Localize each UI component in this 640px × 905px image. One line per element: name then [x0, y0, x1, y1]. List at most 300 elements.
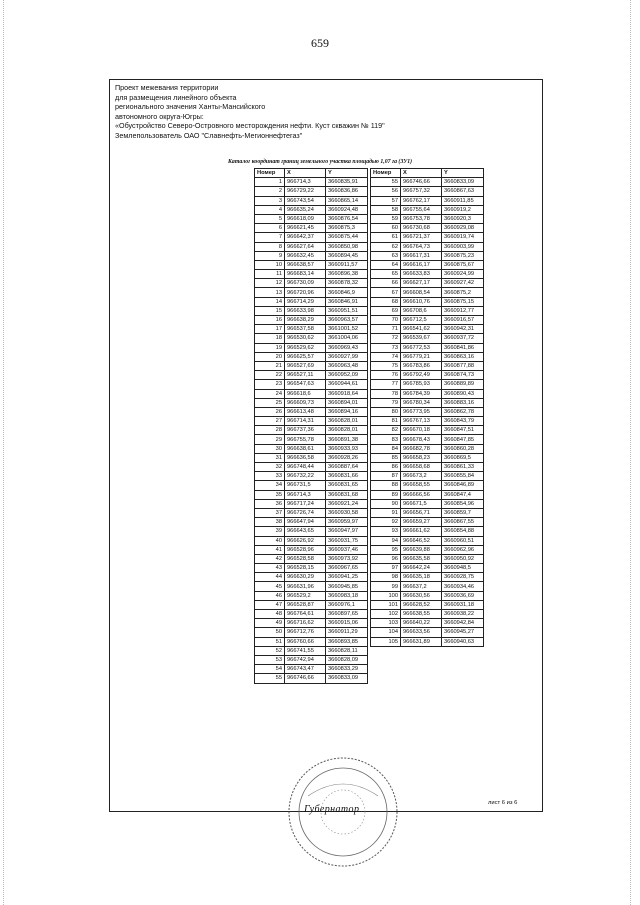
table-row: [255, 417, 368, 426]
table-row: [371, 389, 484, 398]
cell-x: 966743,54: [285, 196, 326, 205]
cell-y: 3660959,97: [326, 518, 368, 527]
cell-number: 36: [255, 499, 285, 508]
right-scan-edge: [630, 0, 631, 905]
cell-y: 3660831,65: [326, 481, 368, 490]
table-row: [255, 453, 368, 462]
cell-x: 966764,73: [401, 242, 442, 251]
table-row: [255, 316, 368, 325]
cell-x: 966530,62: [285, 334, 326, 343]
cell-x: 966638,57: [285, 260, 326, 269]
cell-number: 4: [255, 205, 285, 214]
cell-x: 966714,29: [285, 297, 326, 306]
cell-x: 966670,18: [401, 426, 442, 435]
page-number: 659: [311, 36, 329, 50]
cell-x: 966537,58: [285, 325, 326, 334]
cell-x: 966642,24: [401, 564, 442, 573]
table-row: [371, 352, 484, 361]
cell-y: 3660890,43: [442, 389, 484, 398]
cell-y: 3660931,18: [442, 600, 484, 609]
cell-number: 86: [371, 463, 401, 472]
cell-x: 966779,21: [401, 352, 442, 361]
cell-x: 966628,52: [401, 600, 442, 609]
cell-x: 966780,34: [401, 398, 442, 407]
cell-number: 9: [255, 251, 285, 260]
table-row: [255, 545, 368, 554]
cell-x: 966636,58: [285, 453, 326, 462]
cell-y: 3660934,46: [442, 582, 484, 591]
cell-number: 66: [371, 279, 401, 288]
cell-number: 91: [371, 508, 401, 517]
table-row: [255, 536, 368, 545]
cell-number: 105: [371, 637, 401, 646]
cell-number: 85: [371, 453, 401, 462]
cell-number: 53: [255, 655, 285, 664]
cell-number: 59: [371, 214, 401, 223]
cell-number: 95: [371, 545, 401, 554]
cell-x: 966631,96: [285, 582, 326, 591]
cell-number: 51: [255, 637, 285, 646]
cell-x: 966527,11: [285, 371, 326, 380]
table-row: [371, 582, 484, 591]
cell-number: 97: [371, 564, 401, 573]
cell-x: 966632,45: [285, 251, 326, 260]
cell-y: 3660927,99: [326, 352, 368, 361]
cell-number: 58: [371, 205, 401, 214]
cell-number: 94: [371, 536, 401, 545]
cell-x: 966714,3: [285, 178, 326, 187]
cell-number: 46: [255, 591, 285, 600]
cell-x: 966737,36: [285, 426, 326, 435]
cell-y: 3660854,96: [442, 499, 484, 508]
cell-x: 966712,5: [401, 316, 442, 325]
cell-number: 27: [255, 417, 285, 426]
cell-x: 966627,17: [401, 279, 442, 288]
cell-x: 966528,96: [285, 545, 326, 554]
table-row: [371, 251, 484, 260]
table-row: [255, 279, 368, 288]
cell-x: 966712,76: [285, 628, 326, 637]
cell-y: 3660828,11: [326, 646, 368, 655]
cell-y: 3660960,51: [442, 536, 484, 545]
table-row: [255, 325, 368, 334]
coordinates-table-right: [370, 168, 484, 647]
cell-number: 61: [371, 233, 401, 242]
cell-number: 64: [371, 260, 401, 269]
cell-y: 3660865,14: [326, 196, 368, 205]
cell-number: 45: [255, 582, 285, 591]
cell-y: 3660918,64: [326, 389, 368, 398]
cell-x: 966528,15: [285, 564, 326, 573]
cell-number: 33: [255, 472, 285, 481]
cell-y: 3660833,09: [326, 674, 368, 683]
table-row: [371, 325, 484, 334]
table-row: [255, 490, 368, 499]
cell-x: 966755,64: [401, 205, 442, 214]
table-row: [371, 564, 484, 573]
table-row: [255, 665, 368, 674]
cell-number: 39: [255, 527, 285, 536]
cell-y: 3660878,32: [326, 279, 368, 288]
table-row: [255, 564, 368, 573]
cell-y: 3660927,42: [442, 279, 484, 288]
cell-number: 65: [371, 270, 401, 279]
cell-number: 92: [371, 518, 401, 527]
cell-number: 78: [371, 389, 401, 398]
header-line: Землепользователь ОАО "Славнефть-Мегионнефтегаз": [115, 130, 303, 140]
table-row: [255, 582, 368, 591]
cell-y: 3660875,67: [442, 260, 484, 269]
table-row: [371, 527, 484, 536]
cell-x: 966528,87: [285, 600, 326, 609]
table-row: [371, 270, 484, 279]
table-row: [371, 426, 484, 435]
cell-y: 3660894,01: [326, 398, 368, 407]
table-row: [255, 435, 368, 444]
cell-number: 7: [255, 233, 285, 242]
table-row: [255, 224, 368, 233]
table-row: [371, 407, 484, 416]
table-row: [255, 499, 368, 508]
cell-number: 82: [371, 426, 401, 435]
cell-number: 62: [371, 242, 401, 251]
cell-x: 966638,61: [285, 444, 326, 453]
cell-number: 13: [255, 288, 285, 297]
cell-number: 87: [371, 472, 401, 481]
cell-x: 966755,78: [285, 435, 326, 444]
cell-number: 55: [255, 674, 285, 683]
cell-number: 11: [255, 270, 285, 279]
table-row: [255, 674, 368, 683]
cell-y: 3660945,85: [326, 582, 368, 591]
cell-number: 23: [255, 380, 285, 389]
table-row: [371, 371, 484, 380]
cell-x: 966671,5: [401, 499, 442, 508]
cell-y: 3660867,55: [442, 518, 484, 527]
cell-y: 3660911,85: [442, 196, 484, 205]
table-row: [255, 178, 368, 187]
cell-number: 75: [371, 361, 401, 370]
header-line: «Обустройство Северо-Островного месторождения нефти. Куст скважин № 119": [115, 121, 385, 131]
column-header-number: Номер: [255, 169, 285, 178]
cell-y: 3660891,38: [326, 435, 368, 444]
cell-x: 966741,55: [285, 646, 326, 655]
table-row: [371, 444, 484, 453]
cell-y: 3660963,48: [326, 361, 368, 370]
cell-number: 6: [255, 224, 285, 233]
cell-y: 3660893,85: [326, 637, 368, 646]
table-row: [255, 343, 368, 352]
cell-x: 966773,95: [401, 407, 442, 416]
cell-number: 90: [371, 499, 401, 508]
cell-number: 35: [255, 490, 285, 499]
column-header-x: X: [401, 169, 442, 178]
cell-y: 3660862,78: [442, 407, 484, 416]
header-line: регионального значения Ханты-Мансийского: [115, 102, 266, 112]
cell-x: 966618,6: [285, 389, 326, 398]
cell-y: 3661004,06: [326, 334, 368, 343]
table-row: [255, 352, 368, 361]
cell-number: 104: [371, 628, 401, 637]
cell-number: 28: [255, 426, 285, 435]
cell-y: 3660828,09: [326, 655, 368, 664]
cell-number: 37: [255, 508, 285, 517]
cell-number: 22: [255, 371, 285, 380]
table-row: [371, 536, 484, 545]
cell-y: 3660831,66: [326, 472, 368, 481]
cell-x: 966642,37: [285, 233, 326, 242]
cell-x: 966609,73: [285, 398, 326, 407]
cell-number: 18: [255, 334, 285, 343]
cell-number: 42: [255, 554, 285, 563]
cell-number: 73: [371, 343, 401, 352]
cell-x: 966721,37: [401, 233, 442, 242]
cell-y: 3660875,3: [326, 224, 368, 233]
cell-x: 966783,86: [401, 361, 442, 370]
cell-x: 966760,66: [285, 637, 326, 646]
cell-y: 3660846,91: [326, 297, 368, 306]
cell-number: 83: [371, 435, 401, 444]
table-row: [255, 573, 368, 582]
cell-x: 966638,55: [401, 610, 442, 619]
cell-number: 57: [371, 196, 401, 205]
table-row: [255, 398, 368, 407]
cell-y: 3660967,65: [326, 564, 368, 573]
cell-y: 3660921,24: [326, 499, 368, 508]
cell-number: 80: [371, 407, 401, 416]
cell-x: 966635,24: [285, 205, 326, 214]
cell-y: 3660875,2: [442, 288, 484, 297]
cell-y: 3660919,2: [442, 205, 484, 214]
cell-y: 3660876,54: [326, 214, 368, 223]
table-row: [255, 527, 368, 536]
table-row: [255, 270, 368, 279]
cell-y: 3660976,1: [326, 600, 368, 609]
cell-y: 3660936,69: [442, 591, 484, 600]
cell-x: 966646,52: [401, 536, 442, 545]
cell-y: 3660933,93: [326, 444, 368, 453]
cell-x: 966708,6: [401, 306, 442, 315]
cell-y: 3660983,18: [326, 591, 368, 600]
table-row: [371, 306, 484, 315]
table-row: [371, 178, 484, 187]
table-row: [371, 242, 484, 251]
cell-y: 3660951,51: [326, 306, 368, 315]
table-row: [371, 600, 484, 609]
cell-y: 3660948,5: [442, 564, 484, 573]
table-row: [255, 242, 368, 251]
cell-x: 966732,22: [285, 472, 326, 481]
table-row: [371, 224, 484, 233]
cell-x: 966731,5: [285, 481, 326, 490]
cell-number: 50: [255, 628, 285, 637]
cell-x: 966658,23: [401, 453, 442, 462]
cell-y: 3660855,84: [442, 472, 484, 481]
cell-number: 44: [255, 573, 285, 582]
cell-x: 966643,65: [285, 527, 326, 536]
table-row: [371, 260, 484, 269]
cell-x: 966630,29: [285, 573, 326, 582]
cell-number: 16: [255, 316, 285, 325]
cell-number: 76: [371, 371, 401, 380]
cell-x: 966610,76: [401, 297, 442, 306]
table-row: [371, 610, 484, 619]
cell-number: 26: [255, 407, 285, 416]
table-row: [255, 463, 368, 472]
cell-number: 49: [255, 619, 285, 628]
cell-x: 966762,17: [401, 196, 442, 205]
table-row: [371, 573, 484, 582]
cell-number: 43: [255, 564, 285, 573]
cell-y: 3660938,22: [442, 610, 484, 619]
cell-x: 966748,44: [285, 463, 326, 472]
cell-y: 3660916,57: [442, 316, 484, 325]
cell-x: 966528,58: [285, 554, 326, 563]
table-row: [371, 499, 484, 508]
table-row: [371, 279, 484, 288]
cell-number: 20: [255, 352, 285, 361]
cell-number: 68: [371, 297, 401, 306]
cell-y: 3660850,98: [326, 242, 368, 251]
coordinates-table-left: [254, 168, 368, 684]
table-row: [255, 481, 368, 490]
cell-number: 96: [371, 554, 401, 563]
cell-y: 3660924,48: [326, 205, 368, 214]
cell-x: 966764,61: [285, 610, 326, 619]
cell-number: 88: [371, 481, 401, 490]
cell-x: 966683,14: [285, 270, 326, 279]
cell-y: 3660863,16: [442, 352, 484, 361]
cell-y: 3660930,58: [326, 508, 368, 517]
cell-x: 966618,09: [285, 214, 326, 223]
cell-number: 84: [371, 444, 401, 453]
table-row: [255, 380, 368, 389]
cell-number: 1: [255, 178, 285, 187]
table-row: [371, 453, 484, 462]
table-row: [371, 205, 484, 214]
table-row: [371, 380, 484, 389]
table-row: [371, 508, 484, 517]
cell-y: 3660903,99: [442, 242, 484, 251]
cell-number: 41: [255, 545, 285, 554]
cell-number: 15: [255, 306, 285, 315]
cell-x: 966673,2: [401, 472, 442, 481]
cell-number: 52: [255, 646, 285, 655]
cell-x: 966746,66: [401, 178, 442, 187]
cell-number: 56: [371, 187, 401, 196]
cell-y: 3660843,79: [442, 417, 484, 426]
cell-y: 3660869,5: [442, 453, 484, 462]
cell-y: 3660952,09: [326, 371, 368, 380]
cell-y: 3660897,65: [326, 610, 368, 619]
cell-x: 966617,31: [401, 251, 442, 260]
header-line: автономного округа-Югры:: [115, 111, 204, 121]
cell-number: 25: [255, 398, 285, 407]
cell-x: 966714,31: [285, 417, 326, 426]
cell-x: 966627,64: [285, 242, 326, 251]
cell-x: 966659,27: [401, 518, 442, 527]
cell-x: 966714,3: [285, 490, 326, 499]
cell-x: 966716,62: [285, 619, 326, 628]
cell-x: 966785,93: [401, 380, 442, 389]
table-row: [255, 628, 368, 637]
cell-x: 966639,88: [401, 545, 442, 554]
cell-y: 3660833,29: [326, 665, 368, 674]
cell-number: 98: [371, 573, 401, 582]
cell-number: 30: [255, 444, 285, 453]
cell-x: 966633,98: [285, 306, 326, 315]
table-row: [371, 233, 484, 242]
cell-x: 966608,54: [401, 288, 442, 297]
cell-x: 966547,63: [285, 380, 326, 389]
cell-x: 966616,17: [401, 260, 442, 269]
cell-number: 81: [371, 417, 401, 426]
cell-number: 99: [371, 582, 401, 591]
cell-x: 966658,55: [401, 481, 442, 490]
table-row: [371, 435, 484, 444]
table-row: [371, 463, 484, 472]
cell-y: 3660928,75: [442, 573, 484, 582]
cell-x: 966661,62: [401, 527, 442, 536]
signature-title: Губернатор: [304, 804, 360, 815]
cell-number: 24: [255, 389, 285, 398]
cell-y: 3660937,46: [326, 545, 368, 554]
cell-y: 3660894,45: [326, 251, 368, 260]
cell-x: 966746,66: [285, 674, 326, 683]
table-row: [255, 260, 368, 269]
cell-number: 29: [255, 435, 285, 444]
cell-number: 8: [255, 242, 285, 251]
cell-y: 3660924,99: [442, 270, 484, 279]
cell-number: 67: [371, 288, 401, 297]
cell-x: 966638,29: [285, 316, 326, 325]
column-header-number: Номер: [371, 169, 401, 178]
cell-x: 966647,94: [285, 518, 326, 527]
cell-number: 34: [255, 481, 285, 490]
cell-number: 55: [371, 178, 401, 187]
cell-x: 966730,09: [285, 279, 326, 288]
header-line: для размещения линейного объекта: [115, 92, 237, 102]
column-header-x: X: [285, 169, 326, 178]
document-header: [115, 83, 535, 141]
table-row: [371, 628, 484, 637]
cell-y: 3660828,01: [326, 426, 368, 435]
cell-y: 3660861,33: [442, 463, 484, 472]
table-row: [255, 518, 368, 527]
cell-number: 31: [255, 453, 285, 462]
cell-y: 3660941,25: [326, 573, 368, 582]
cell-number: 2: [255, 187, 285, 196]
cell-y: 3660947,97: [326, 527, 368, 536]
cell-x: 966742,94: [285, 655, 326, 664]
cell-y: 3660920,3: [442, 214, 484, 223]
cell-x: 966729,22: [285, 187, 326, 196]
table-row: [255, 655, 368, 664]
table-row: [371, 398, 484, 407]
table-row: [371, 518, 484, 527]
cell-number: 103: [371, 619, 401, 628]
cell-x: 966529,2: [285, 591, 326, 600]
cell-number: 12: [255, 279, 285, 288]
table-row: [255, 371, 368, 380]
cell-x: 966720,96: [285, 288, 326, 297]
cell-y: 3660883,16: [442, 398, 484, 407]
cell-y: 3660877,88: [442, 361, 484, 370]
table-row: [255, 196, 368, 205]
cell-y: 3660945,27: [442, 628, 484, 637]
cell-number: 38: [255, 518, 285, 527]
table-row: [255, 214, 368, 223]
